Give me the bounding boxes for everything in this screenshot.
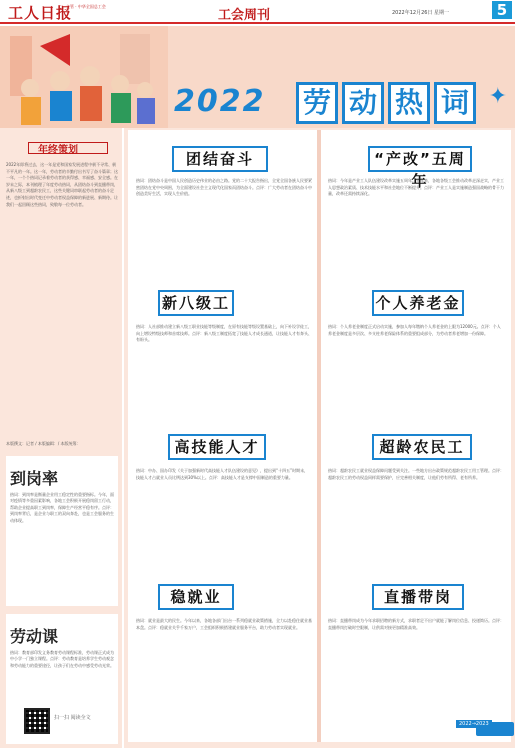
- banner-year: 2022: [174, 84, 266, 119]
- year-transition-tag: 2022→2023: [456, 720, 492, 728]
- term-title: 直播带岗: [372, 584, 464, 610]
- newspaper-logo: 工人日报: [8, 4, 73, 22]
- qr-code[interactable]: [24, 708, 50, 734]
- term-text: 热词：中办、国办印发《关于加强新时代高技能人才队伍建设的意见》，提出到“十四五”时期末，技能人才占就业人员比例达到30%以上。点评：高技能人才是支撑中国制造的重要力量。: [136, 468, 309, 480]
- term-text: 热词：团结奋斗是中国人民创造历史伟业的必由之路。党的二十大报告指出，全党全国各族人民要紧密团结在党中央周围，为全面建设社会主义现代化国家而团结奋斗。点评：广大劳动者在团结奋斗中创造美好生活，实现人生价值。: [136, 178, 312, 196]
- term-title: 稳就业: [158, 584, 234, 610]
- qr-caption: 扫一扫 阅读全文: [54, 715, 91, 721]
- intro-heading: [28, 138, 108, 156]
- term-text: 热词：到岗率是衡量企业用工稳定性的重要指标。今年，面对疫情等多重因素影响，各地工会积极开展稳岗留工行动，帮助企业提高职工到岗率，保障生产经营平稳有序。点评：到岗率背后，是企业与职工的双向奔赴，也是工会服务的生动体现。: [10, 492, 114, 523]
- headline-banner: [0, 26, 515, 128]
- workers-illustration: [0, 26, 168, 128]
- term-text: 热词：就业是最大的民生。今年以来，各地各部门出台一系列稳就业政策措施，全力以赴稳住就业基本盘。点评：稳就业关乎千家万户，工会组织积极搭建就业服务平台，助力劳动者实现就业。: [136, 618, 312, 630]
- banner-title-char: 劳: [296, 82, 338, 124]
- term-text: 热词：个人养老金制度正式启动实施，参加人每年缴纳个人养老金的上限为12000元。点评：个人养老金制度是多层次、多支柱养老保险体系的重要组成部分，为劳动者养老增加一份保障。: [328, 324, 501, 336]
- term-card: [6, 614, 118, 744]
- term-title: 团结奋斗: [172, 146, 268, 172]
- intro-heading-label: 年终策划: [38, 145, 78, 156]
- term-text: 热词：超龄农民工就业权益保障问题受到关注。一些地方出台政策规范超龄农民工用工管理。点评：超龄农民工的劳动权益同样需要保护，应完善相关制度，让他们劳有所得、老有所养。: [328, 468, 504, 480]
- masthead: [0, 0, 515, 24]
- banner-title-char: 词: [434, 82, 476, 124]
- term-title: 到岗率: [10, 469, 59, 488]
- book-spread: [128, 130, 511, 742]
- term-title: 高技能人才: [168, 434, 266, 460]
- banner-title-char: 热: [388, 82, 430, 124]
- term-title: “产改”五周年: [368, 146, 472, 172]
- banner-title: [296, 82, 476, 124]
- term-text: 热词：今年是产业工人队伍建设改革实施五周年。五年来，各地各级工会推动改革走深走实，产业工人思想政治素质、技术技能水平和社会地位不断提升。点评：产业工人是实施制造强国战略的骨干力量，改革还需持续深化。: [328, 178, 504, 196]
- term-text: 热词：教育部印发义务教育劳动课程标准，劳动课正式成为中小学一门独立课程。点评：劳动教育是培养学生劳动观念和劳动能力的重要途径，让孩子们在劳动中感受劳动光荣。: [10, 650, 114, 668]
- term-title: 超龄农民工: [372, 434, 472, 460]
- main-area: [124, 128, 515, 748]
- section-title: 工会周刊: [218, 8, 271, 23]
- term-title: 个人养老金: [372, 290, 464, 316]
- issue-date: 2022年12月26日 星期一: [392, 10, 450, 16]
- term-title: 劳动课: [10, 627, 59, 646]
- book-spine: [317, 130, 321, 742]
- term-card: [6, 456, 118, 606]
- term-text: 热词：直播带岗成为今年求职招聘的新方式，求职者足不出户就能了解岗位信息、投递简历。点评：直播带岗打破时空限制，让供需对接更加精准高效。: [328, 618, 504, 630]
- banner-title-char: 动: [342, 82, 384, 124]
- sparkle-icon: ✦: [488, 84, 507, 109]
- page-number: 5: [492, 1, 512, 19]
- term-text: 热词：人社部推动建立新八级工职业技能等级制度，在原有技能等级设置基础上，向下补设学徒工，向上增设特级技师和首席技师。点评：新八级工制度拓宽了技能人才成长通道，让技能人才有奔头、有盼头。: [136, 324, 312, 342]
- editor-credits: 本版撰文：记者 / 本版编辑：/ 本版统筹：: [6, 441, 81, 446]
- term-title: 新八级工: [158, 290, 234, 316]
- intro-text: 2022年即将过去，这一年是党和国家发展进程中极不寻常、极不平凡的一年。这一年，劳动者的辛勤付出书写了奋斗篇章；这一年，一个个热词记录着劳动者的获得感、幸福感、安全感。在岁末之际，本刊梳理了年度劳动热词，从团结奋斗到直播带岗，从新八级工到超龄农民工，这些关键词串联起劳动者的奋斗足迹，也折射出时代变迁中劳动者权益保障的新进展、新期待。让我们一起回顾这些热词，致敬每一位劳动者。: [6, 162, 118, 207]
- logo-subtitle: 主管 · 中华全国总工会: [66, 4, 106, 9]
- left-column: [0, 128, 122, 748]
